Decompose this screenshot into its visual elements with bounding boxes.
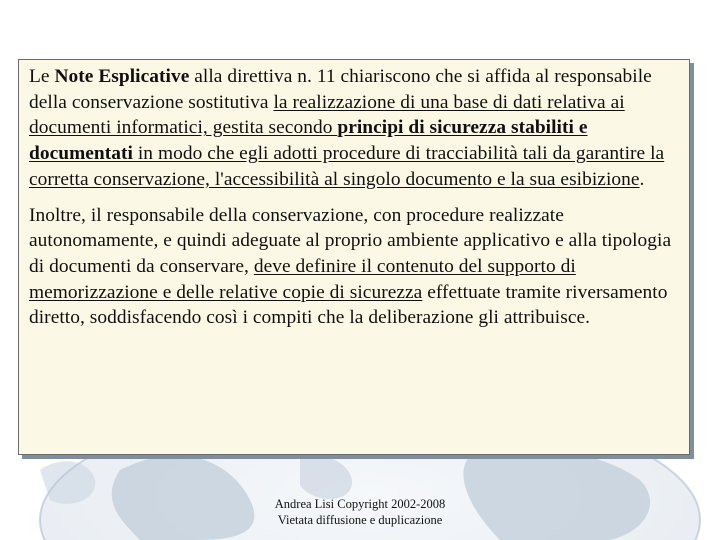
text-segment: deve definire il contenuto del supporto di memorizzazione e delle relative copie di sicurezza xyxy=(29,255,576,303)
footer-copyright xyxy=(0,497,720,528)
text-segment: Le xyxy=(29,66,55,87)
text-segment: alla direttiva n. 11 chiariscono che si affida al responsabile della conservazione sostitutiva xyxy=(29,66,652,113)
text-segment: . xyxy=(639,168,645,190)
paragraph-note-esplicative xyxy=(29,64,683,193)
text-segment: Inoltre, il responsabile della conservazione, con procedure realizzate autonomamente, e quindi adeguate al proprio ambiente applicativo e alla tipologia di documenti da conservare, xyxy=(29,204,672,277)
text-segment: Note Esplicative xyxy=(54,66,190,87)
text-segment: effettuate tramite riversamento diretto, soddisfacendo così i compiti che la deliberazione gli attribuisce. xyxy=(29,281,668,329)
paragraph-inoltre xyxy=(29,203,683,332)
text-segment: in modo che egli adotti procedure di tracciabilità tali da garantire la corretta conservazione, l'accessibilità al singolo documento e la sua esibizione xyxy=(29,143,665,190)
footer-copyright-line: Andrea Lisi Copyright 2002-2008 xyxy=(274,497,446,511)
text-segment: la realizzazione di una base di dati relativa ai documenti informatici, gestita secondo xyxy=(29,91,625,139)
footer-notice-line: Vietata diffusione e duplicazione xyxy=(277,512,443,527)
note-text-box xyxy=(18,59,690,455)
text-segment: principi di sicurezza stabiliti e documentati xyxy=(29,117,588,165)
